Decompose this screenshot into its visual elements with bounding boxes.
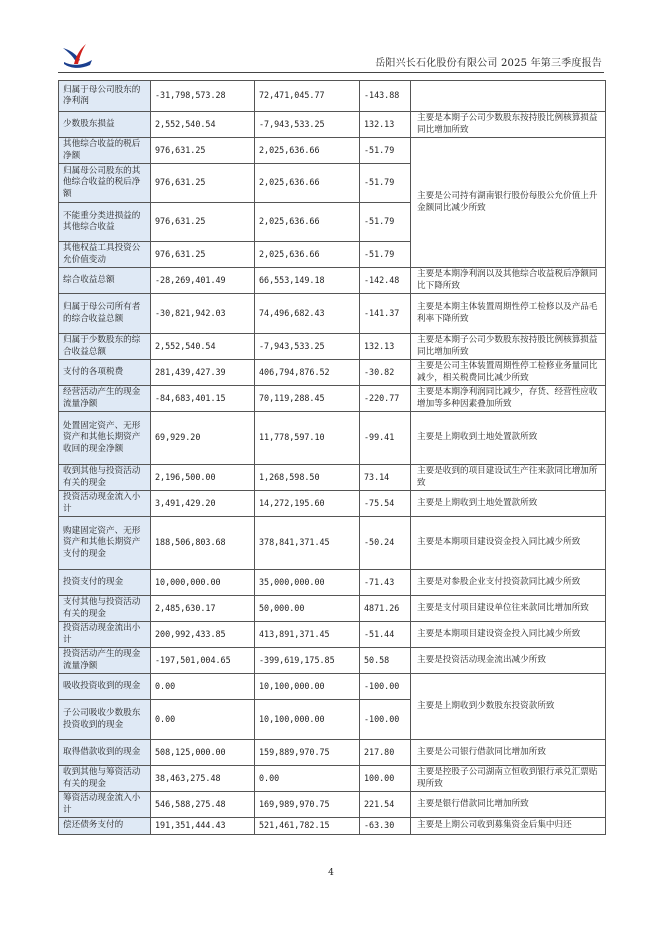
row-item: 归属母公司股东的其他综合收益的税后净额 (59, 164, 151, 203)
row-item: 偿还债务支付的 (59, 818, 151, 835)
change-percent: 100.00 (360, 766, 411, 792)
change-reason: 主要是投资活动现金流出减少所致 (411, 648, 606, 674)
current-value: 976,631.25 (151, 138, 255, 164)
row-item: 不能重分类进损益的其他综合收益 (59, 203, 151, 242)
previous-value: 2,025,636.66 (255, 164, 360, 203)
row-item: 筹资活动现金流入小计 (59, 792, 151, 818)
change-percent: 73.14 (360, 465, 411, 491)
change-reason: 主要是上期收到少数股东投资款所致 (411, 674, 606, 740)
current-value: 188,506,803.68 (151, 517, 255, 570)
row-item: 子公司吸收少数股东投资收到的现金 (59, 700, 151, 740)
change-reason: 主要是本期净利润以及其他综合收益税后净额同比下降所致 (411, 268, 606, 294)
change-reason: 主要是本期净利润同比减少，存货、经营性应收增加等多种因素叠加所致 (411, 386, 606, 412)
current-value: -28,269,401.49 (151, 268, 255, 294)
row-item: 投资活动现金流出小计 (59, 622, 151, 648)
change-percent: -71.43 (360, 570, 411, 596)
change-percent: -51.79 (360, 203, 411, 242)
current-value: 38,463,275.48 (151, 766, 255, 792)
row-item: 其他权益工具投资公允价值变动 (59, 242, 151, 268)
change-percent: -51.79 (360, 164, 411, 203)
previous-value: 0.00 (255, 766, 360, 792)
change-reason: 主要是上期收到土地处置款所致 (411, 491, 606, 517)
change-percent: -30.82 (360, 360, 411, 386)
row-item: 支付的各项税费 (59, 360, 151, 386)
change-reason: 主要是本期子公司少数股东按持股比例核算损益同比增加所致 (411, 112, 606, 138)
change-reason: 主要是公司持有湖南银行股份每股公允价值上升金额同比减少所致 (411, 138, 606, 268)
previous-value: 159,889,970.75 (255, 740, 360, 766)
previous-value: 2,025,636.66 (255, 138, 360, 164)
current-value: 2,196,500.00 (151, 465, 255, 491)
table-row (59, 818, 606, 835)
table-row (59, 648, 606, 674)
table-row (59, 294, 606, 334)
change-reason: 主要是银行借款同比增加所致 (411, 792, 606, 818)
previous-value: 14,272,195.60 (255, 491, 360, 517)
previous-value: 72,471,045.77 (255, 81, 360, 112)
current-value: 508,125,000.00 (151, 740, 255, 766)
table-row (59, 674, 606, 700)
current-value: 976,631.25 (151, 242, 255, 268)
change-percent: -75.54 (360, 491, 411, 517)
row-item: 归属于少数股东的综合收益总额 (59, 334, 151, 360)
current-value: -30,821,942.03 (151, 294, 255, 334)
change-reason (411, 81, 606, 112)
change-reason: 主要是本期项目建设资金投入同比减少所致 (411, 517, 606, 570)
change-reason: 主要是收到的项目建设试生产往来款同比增加所致 (411, 465, 606, 491)
current-value: 976,631.25 (151, 164, 255, 203)
table-row (59, 740, 606, 766)
current-value: -84,683,401.15 (151, 386, 255, 412)
row-item: 取得借款收到的现金 (59, 740, 151, 766)
current-value: 191,351,444.43 (151, 818, 255, 835)
previous-value: 10,100,000.00 (255, 700, 360, 740)
table-row (59, 386, 606, 412)
row-item: 投资支付的现金 (59, 570, 151, 596)
change-percent: -142.48 (360, 268, 411, 294)
table-row (59, 268, 606, 294)
current-value: 0.00 (151, 674, 255, 700)
current-value: 2,552,540.54 (151, 112, 255, 138)
row-item: 综合收益总额 (59, 268, 151, 294)
table-row (59, 596, 606, 622)
table-row (59, 81, 606, 112)
current-value: -197,501,004.65 (151, 648, 255, 674)
table-row (59, 112, 606, 138)
previous-value: 2,025,636.66 (255, 242, 360, 268)
row-item: 归属于母公司股东的净利润 (59, 81, 151, 112)
current-value: 976,631.25 (151, 203, 255, 242)
change-reason: 主要是对参股企业支付投资款同比减少所致 (411, 570, 606, 596)
change-reason: 主要是支付项目建设单位往来款同比增加所致 (411, 596, 606, 622)
row-item: 投资活动产生的现金流量净额 (59, 648, 151, 674)
previous-value: 10,100,000.00 (255, 674, 360, 700)
current-value: 69,929.20 (151, 412, 255, 465)
table-row (59, 138, 606, 164)
report-title: 岳阳兴长石化股份有限公司 2025 年第三季度报告 (375, 58, 602, 69)
change-reason: 主要是本期主体装置周期性停工检修以及产品毛利率下降所致 (411, 294, 606, 334)
previous-value: 35,000,000.00 (255, 570, 360, 596)
row-item: 投资活动现金流入小计 (59, 491, 151, 517)
change-percent: -143.88 (360, 81, 411, 112)
row-item: 少数股东损益 (59, 112, 151, 138)
previous-value: 70,119,288.45 (255, 386, 360, 412)
row-item: 收到其他与投资活动有关的现金 (59, 465, 151, 491)
current-value: 10,000,000.00 (151, 570, 255, 596)
change-percent: -51.79 (360, 242, 411, 268)
previous-value: 169,989,970.75 (255, 792, 360, 818)
row-item: 其他综合收益的税后净额 (59, 138, 151, 164)
current-value: 3,491,429.20 (151, 491, 255, 517)
previous-value: 11,778,597.10 (255, 412, 360, 465)
previous-value: -7,943,533.25 (255, 334, 360, 360)
change-reason: 主要是上期公司收到募集资金后集中归还 (411, 818, 606, 835)
current-value: 546,588,275.48 (151, 792, 255, 818)
row-item: 吸收投资收到的现金 (59, 674, 151, 700)
change-percent: 221.54 (360, 792, 411, 818)
change-percent: 217.80 (360, 740, 411, 766)
table-row (59, 622, 606, 648)
change-percent: -220.77 (360, 386, 411, 412)
previous-value: 66,553,149.18 (255, 268, 360, 294)
change-percent: -51.79 (360, 138, 411, 164)
change-reason: 主要是上期收到土地处置款所致 (411, 412, 606, 465)
table-row (59, 491, 606, 517)
change-percent: -63.30 (360, 818, 411, 835)
table-row (59, 766, 606, 792)
previous-value: 1,268,598.50 (255, 465, 360, 491)
change-percent: -51.44 (360, 622, 411, 648)
page-number: 4 (328, 868, 334, 878)
previous-value: -399,619,175.85 (255, 648, 360, 674)
change-reason: 主要是公司银行借款同比增加所致 (411, 740, 606, 766)
row-item: 支付其他与投资活动有关的现金 (59, 596, 151, 622)
financial-change-table (58, 80, 606, 835)
previous-value: 74,496,682.43 (255, 294, 360, 334)
change-percent: -100.00 (360, 700, 411, 740)
table-row (59, 412, 606, 465)
change-reason: 主要是本期项目建设资金投入同比减少所致 (411, 622, 606, 648)
table-row (59, 334, 606, 360)
row-item: 处置固定资产、无形资产和其他长期资产收回的现金净额 (59, 412, 151, 465)
page-header (58, 40, 604, 73)
previous-value: 413,891,371.45 (255, 622, 360, 648)
previous-value: 2,025,636.66 (255, 203, 360, 242)
table-row (59, 792, 606, 818)
table-row (59, 517, 606, 570)
change-percent: -141.37 (360, 294, 411, 334)
previous-value: 50,000.00 (255, 596, 360, 622)
row-item: 收到其他与筹资活动有关的现金 (59, 766, 151, 792)
row-item: 购建固定资产、无形资产和其他长期资产支付的现金 (59, 517, 151, 570)
change-percent: 4871.26 (360, 596, 411, 622)
change-reason: 主要是本期子公司少数股东按持股比例核算损益同比增加所致 (411, 334, 606, 360)
change-percent: 50.58 (360, 648, 411, 674)
current-value: 200,992,433.85 (151, 622, 255, 648)
change-percent: 132.13 (360, 112, 411, 138)
change-reason: 主要是公司主体装置周期性停工检修业务量同比减少，相关税费同比减少所致 (411, 360, 606, 386)
change-percent: -99.41 (360, 412, 411, 465)
change-percent: -100.00 (360, 674, 411, 700)
table-row (59, 360, 606, 386)
previous-value: 521,461,782.15 (255, 818, 360, 835)
current-value: 0.00 (151, 700, 255, 740)
row-item: 归属于母公司所有者的综合收益总额 (59, 294, 151, 334)
current-value: 281,439,427.39 (151, 360, 255, 386)
previous-value: 406,794,876.52 (255, 360, 360, 386)
row-item: 经营活动产生的现金流量净额 (59, 386, 151, 412)
change-reason: 主要是控股子公司湖南立恒收到银行承兑汇票贴现所致 (411, 766, 606, 792)
current-value: 2,485,630.17 (151, 596, 255, 622)
table-row (59, 465, 606, 491)
current-value: -31,798,573.28 (151, 81, 255, 112)
previous-value: 378,841,371.45 (255, 517, 360, 570)
table-row (59, 570, 606, 596)
current-value: 2,552,540.54 (151, 334, 255, 360)
previous-value: -7,943,533.25 (255, 112, 360, 138)
change-percent: 132.13 (360, 334, 411, 360)
company-logo-icon (60, 42, 94, 70)
change-percent: -50.24 (360, 517, 411, 570)
